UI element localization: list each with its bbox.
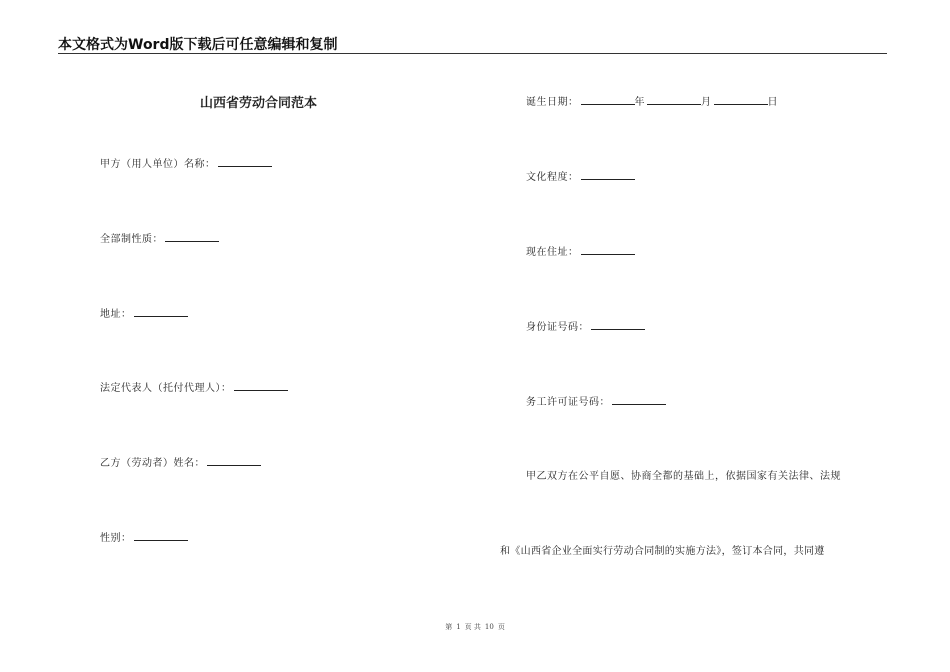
field-label: 务工许可证号码： xyxy=(526,397,610,408)
blank-line xyxy=(207,455,261,466)
field-label: 全部制性质： xyxy=(100,234,163,245)
footer-suffix: 页 xyxy=(497,623,505,631)
page-footer xyxy=(0,622,950,632)
header-divider xyxy=(58,53,887,54)
blank-line xyxy=(581,244,635,255)
field-worker-name xyxy=(100,454,261,469)
field-address xyxy=(100,305,188,320)
day-label: 日 xyxy=(767,97,778,108)
blank-line xyxy=(591,319,645,330)
year-label: 年 xyxy=(634,97,645,108)
blank-line xyxy=(581,94,635,105)
field-employer-name xyxy=(100,155,272,170)
footer-prefix: 第 xyxy=(445,623,453,631)
field-id-number xyxy=(526,318,645,333)
blank-line xyxy=(134,530,188,541)
blank-line xyxy=(612,394,666,405)
paragraph-line-1: 甲乙双方在公平自愿、协商全都的基础上，依据国家有关法律、法规 xyxy=(526,471,841,482)
blank-line xyxy=(647,94,701,105)
field-label: 诞生日期： xyxy=(526,97,579,108)
field-label: 法定代表人（托付代理人）： xyxy=(100,383,232,394)
footer-total-pages: 10 xyxy=(484,623,494,631)
blank-line xyxy=(234,380,288,391)
footer-mid: 页 共 xyxy=(464,623,481,631)
document-title: 山西省劳动合同范本 xyxy=(200,96,318,111)
page-header: 本文格式为Word版下载后可任意编辑和复制 xyxy=(58,37,338,53)
footer-page-number: 1 xyxy=(456,623,461,631)
field-label: 甲方（用人单位）名称： xyxy=(100,159,216,170)
field-label: 身份证号码： xyxy=(526,322,589,333)
blank-line xyxy=(218,156,272,167)
field-label: 乙方（劳动者）姓名： xyxy=(100,458,205,469)
field-education xyxy=(526,168,635,183)
blank-line xyxy=(134,306,188,317)
field-birth-date xyxy=(526,93,778,108)
blank-line xyxy=(165,231,219,242)
field-label: 现在住址： xyxy=(526,247,579,258)
field-gender xyxy=(100,529,188,544)
blank-line xyxy=(581,169,635,180)
paragraph-line-2: 和《山西省企业全面实行劳动合同制的实施方法》，签订本合同，共同遵 xyxy=(500,546,825,557)
field-legal-representative xyxy=(100,379,288,394)
field-work-permit-number xyxy=(526,393,666,408)
field-label: 地址： xyxy=(100,309,132,320)
field-label: 文化程度： xyxy=(526,172,579,183)
field-label: 性别： xyxy=(100,533,132,544)
field-current-address xyxy=(526,243,635,258)
field-ownership-type xyxy=(100,230,219,245)
blank-line xyxy=(714,94,768,105)
month-label: 月 xyxy=(701,97,712,108)
